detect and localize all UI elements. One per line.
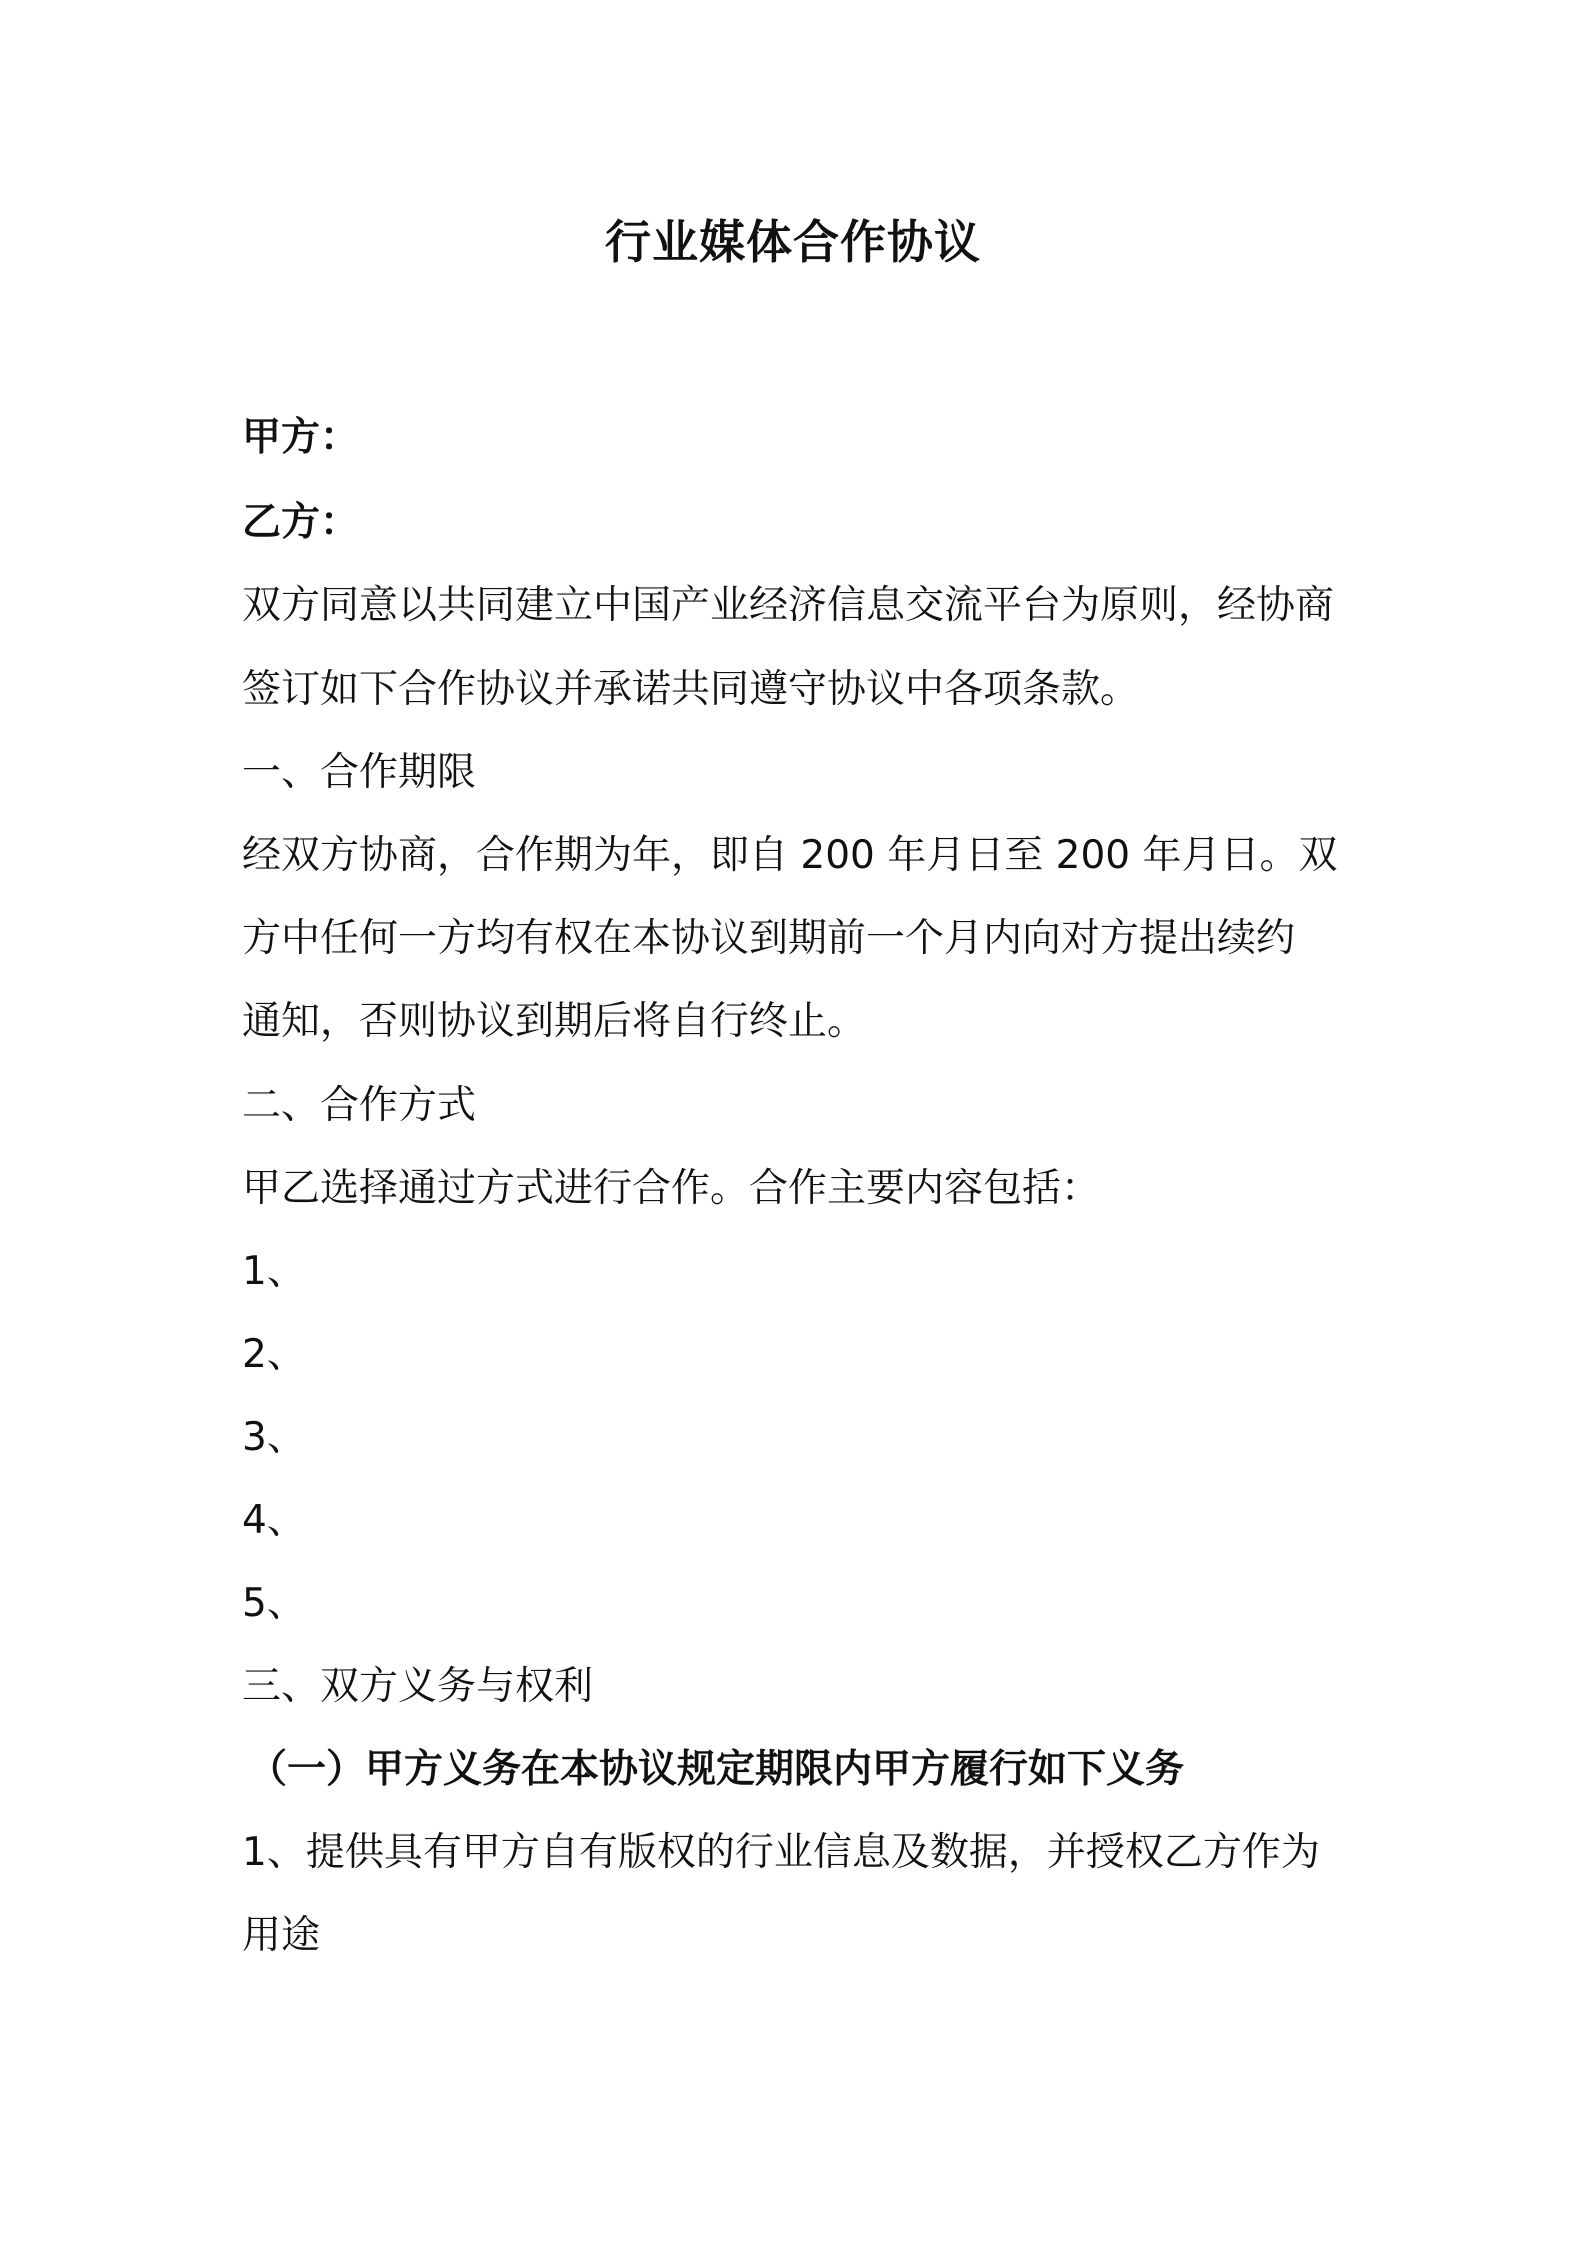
document-title: 行业媒体合作协议 bbox=[605, 215, 981, 269]
list-item: 2、 bbox=[242, 1332, 306, 1377]
intro-line-2: 签订如下合作协议并承诺共同遵守协议中各项条款。 bbox=[242, 667, 1140, 712]
section-3-sub-1: （一）甲方义务在本协议规定期限内甲方履行如下义务 bbox=[248, 1747, 1185, 1792]
section-1-line-3: 通知，否则协议到期后将自行终止。 bbox=[242, 999, 867, 1044]
section-3-heading: 三、双方义务与权利 bbox=[242, 1664, 594, 1709]
section-1-heading: 一、合作期限 bbox=[242, 750, 477, 795]
intro-line-1: 双方同意以共同建立中国产业经济信息交流平台为原则，经协商 bbox=[242, 583, 1335, 628]
section-2-body: 甲乙选择通过方式进行合作。合作主要内容包括： bbox=[242, 1166, 1101, 1211]
party-b-label: 乙方： bbox=[242, 500, 360, 545]
section-1-line-2: 方中任何一方均有权在本协议到期前一个月内向对方提出续约 bbox=[242, 916, 1296, 961]
list-item: 3、 bbox=[242, 1415, 306, 1460]
section-3-item-1-line-1: 1、提供具有甲方自有版权的行业信息及数据，并授权乙方作为 bbox=[242, 1830, 1320, 1875]
list-item: 1、 bbox=[242, 1249, 306, 1294]
party-a-label: 甲方： bbox=[242, 415, 360, 460]
section-1-line-1: 经双方协商，合作期为年，即自 200 年月日至 200 年月日。双 bbox=[242, 833, 1338, 878]
section-3-item-1-line-2: 用途 bbox=[242, 1913, 321, 1958]
section-2-heading: 二、合作方式 bbox=[242, 1083, 477, 1128]
list-item: 5、 bbox=[242, 1581, 306, 1626]
list-item: 4、 bbox=[242, 1498, 306, 1543]
